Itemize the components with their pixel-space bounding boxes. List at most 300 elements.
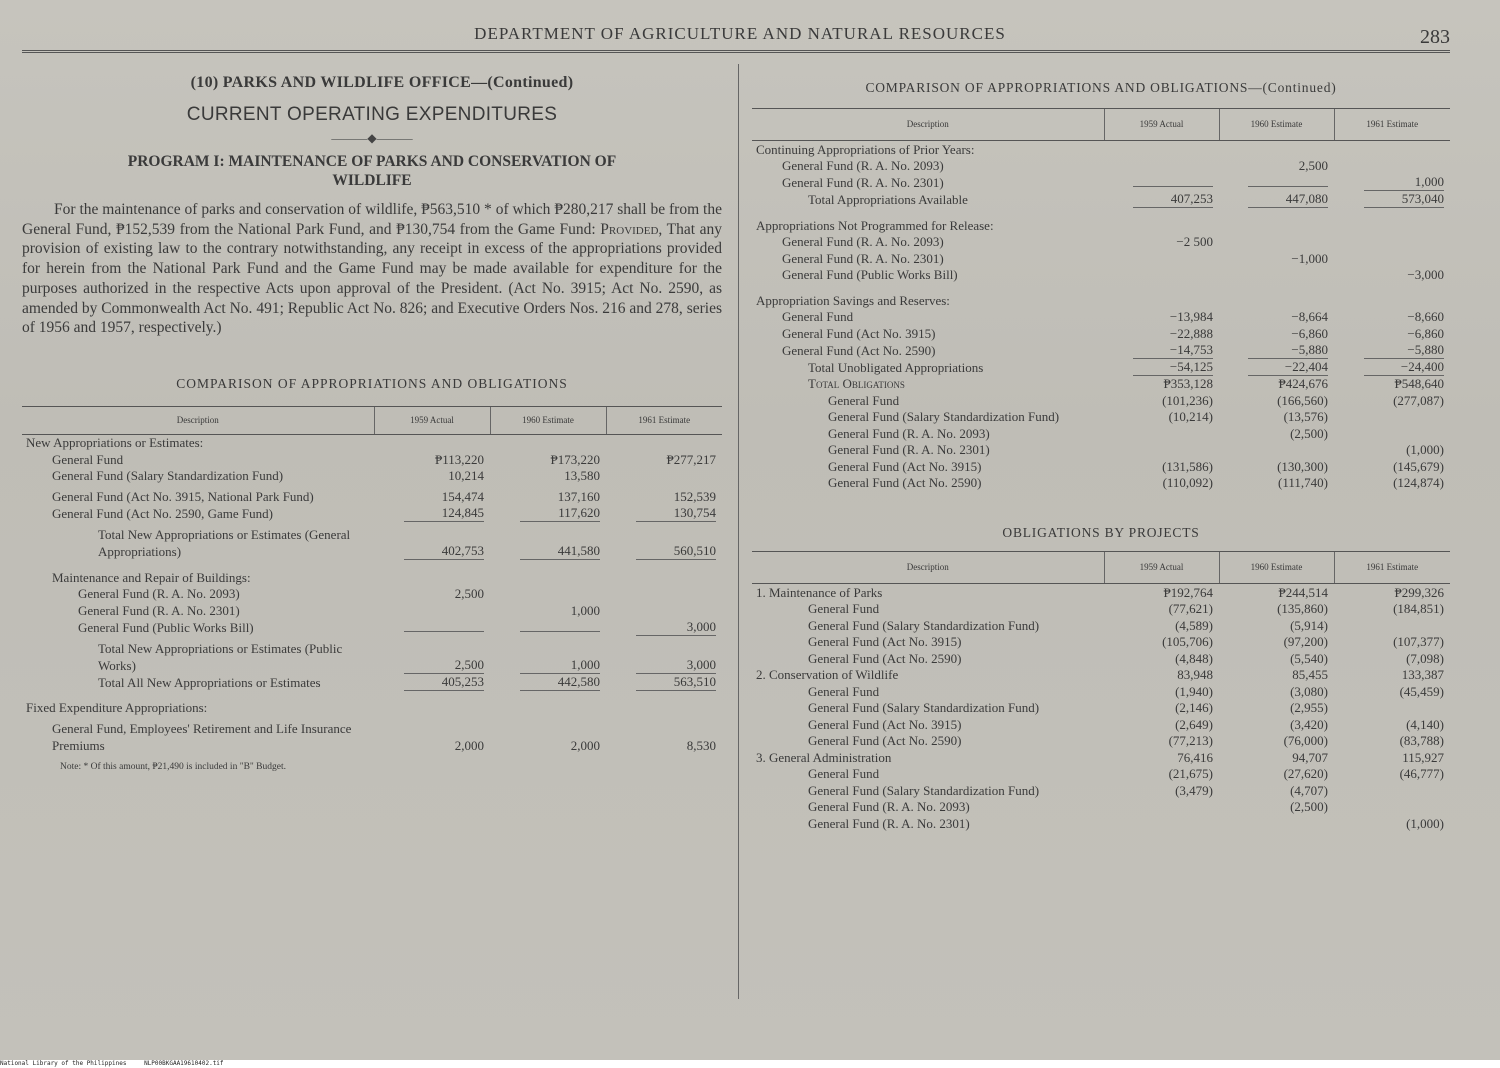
value-1961 [1334, 191, 1450, 208]
row-description [752, 799, 1104, 816]
section-heading-row [752, 141, 1450, 158]
value-text: 83,948 [1177, 667, 1213, 682]
value-1959 [1104, 617, 1219, 634]
table-row [752, 700, 1450, 717]
table-row [22, 674, 722, 691]
value-text: (2,146) [1175, 700, 1213, 715]
table-row [752, 342, 1450, 359]
value-text: −6,860 [1291, 325, 1328, 341]
appropriations-table-body [22, 434, 722, 754]
table-row [22, 619, 722, 636]
row-description [752, 667, 1104, 684]
description-text: Maintenance and Repair of Buildings: [52, 569, 251, 585]
value-text: (111,740) [1278, 475, 1328, 490]
projects-table-title: OBLIGATIONS BY PROJECTS [1002, 525, 1200, 540]
value-text: (4,140) [1406, 716, 1444, 732]
value-1959 [374, 619, 490, 636]
section-heading-row [752, 217, 1450, 234]
table-row [752, 782, 1450, 799]
table-row [752, 667, 1450, 684]
value-1960 [1219, 749, 1334, 766]
appropriations-continued-body [752, 141, 1450, 492]
description-text: Appropriation Savings and Reserves: [756, 292, 950, 308]
description-text: General Fund (Salary Standardization Fund) [808, 782, 1040, 798]
value-1959 [374, 586, 490, 603]
value-1960 [1219, 716, 1334, 733]
proviso-word: Provided, [600, 220, 663, 238]
table-row [752, 250, 1450, 267]
value-text: (4,848) [1175, 650, 1213, 666]
row-description [752, 815, 1104, 832]
value-1959 [1104, 799, 1219, 816]
description-text: Total Appropriations Available [808, 192, 968, 207]
table-row [752, 716, 1450, 733]
description-text: Total Unobligated Appropriations [808, 359, 984, 375]
value-1959 [1104, 342, 1219, 359]
description-text: General Fund (Public Works Bill) [78, 619, 254, 635]
value-text: −8,664 [1291, 309, 1328, 324]
table-row [22, 468, 722, 485]
description-text: New Appropriations or Estimates: [26, 435, 204, 451]
value-1960 [1219, 650, 1334, 667]
value-text: (105,706) [1162, 634, 1213, 649]
value-text: 152,539 [673, 489, 716, 505]
value-text: ₱192,764 [1163, 584, 1213, 600]
value-1961 [1334, 799, 1450, 816]
table-row [752, 325, 1450, 342]
value-1960 [1219, 325, 1334, 342]
appropriations-continued-table [752, 108, 1450, 491]
value-1961 [1334, 458, 1450, 475]
table-row [752, 815, 1450, 832]
description-text: General Fund (R. A. No. 2093) [808, 799, 970, 814]
table-row [22, 586, 722, 603]
row-description [752, 234, 1104, 251]
table-row [22, 602, 722, 619]
description-text: Appropriations Not Programmed for Release: [756, 217, 994, 233]
value-1959 [1104, 250, 1219, 267]
table-row [22, 451, 722, 468]
value-text: ₱548,640 [1394, 376, 1444, 391]
value-1961 [1334, 267, 1450, 284]
description-text: General Fund, Employees' Retirement and Life Insurance Premiums [52, 721, 352, 754]
current-expenditures-title: CURRENT OPERATING EXPENDITURES [186, 104, 558, 125]
value-text: −22,404 [1248, 359, 1328, 376]
value-1961 [1334, 667, 1450, 684]
description-text: 3. General Administration [756, 749, 892, 765]
value-1961 [606, 619, 722, 636]
value-1960 [1219, 601, 1334, 618]
value-1960 [1219, 359, 1334, 376]
description-text: General Fund (Salary Standardization Fund) [808, 700, 1040, 715]
value-text: ₱424,676 [1278, 376, 1328, 391]
value-1960 [1219, 158, 1334, 175]
table-row [752, 158, 1450, 175]
table-row [752, 601, 1450, 618]
spacer-row [22, 560, 722, 569]
table-row [752, 733, 1450, 750]
value-1960 [490, 619, 606, 636]
header-1960: 1960 Estimate [1219, 109, 1334, 141]
value-1960 [1219, 617, 1334, 634]
value-text: (166,560) [1277, 392, 1328, 408]
table-row [752, 191, 1450, 208]
value-text: (3,420) [1290, 716, 1328, 732]
value-text: (2,955) [1290, 700, 1328, 715]
value-text: (101,236) [1162, 392, 1213, 408]
obligations-by-projects-body [752, 584, 1450, 832]
value-1959 [374, 505, 490, 522]
table-row [752, 392, 1450, 409]
row-description [752, 217, 1104, 234]
value-text: (46,777) [1399, 766, 1444, 781]
appropriation-paragraph [22, 200, 722, 338]
description-text: General Fund (Act No. 3915) [782, 325, 936, 341]
row-description [752, 683, 1104, 700]
value-text: (10,214) [1168, 409, 1213, 424]
value-text: (3,080) [1290, 683, 1328, 699]
section-title: (10) PARKS AND WILDLIFE OFFICE—(Continued) [190, 74, 574, 91]
value-1961 [606, 674, 722, 691]
value-text: 2,500 [404, 657, 484, 674]
value-text: 8,530 [686, 738, 716, 754]
right-table-title: COMPARISON OF APPROPRIATIONS AND OBLIGATIONS—(Continued) [865, 80, 1337, 95]
row-description [752, 601, 1104, 618]
library-credit: National Library of the Philippines [0, 1060, 127, 1067]
value-text: 405,253 [404, 674, 484, 691]
obligations-by-projects-table [752, 551, 1450, 832]
value-text: 1,000 [1364, 174, 1444, 191]
value-1960 [490, 522, 606, 560]
row-description [22, 700, 374, 717]
header-1961: 1961 Estimate [1334, 109, 1450, 141]
value-1961 [1334, 782, 1450, 799]
value-1961 [1334, 716, 1450, 733]
value-1961 [1334, 250, 1450, 267]
value-1961 [1334, 475, 1450, 492]
value-text: ₱113,220 [435, 451, 484, 467]
value-1960 [490, 602, 606, 619]
value-1959 [374, 484, 490, 505]
description-text: General Fund [52, 451, 124, 467]
value-text [1133, 186, 1213, 187]
description-text: General Fund (Act No. 2590) [828, 475, 982, 490]
value-text: −8,660 [1407, 309, 1444, 324]
table-row [752, 617, 1450, 634]
description-text: General Fund (R. A. No. 2301) [782, 175, 944, 190]
row-description [752, 158, 1104, 175]
description-text: 2. Conservation of Wildlife [756, 667, 899, 682]
value-1961 [1334, 174, 1450, 191]
table-row [752, 799, 1450, 816]
table-row [752, 174, 1450, 191]
value-text: −5,880 [1248, 342, 1328, 359]
value-1960 [1219, 425, 1334, 442]
description-text: Total Obligations [808, 376, 905, 391]
value-1960 [1219, 409, 1334, 426]
row-description [752, 174, 1104, 191]
value-1959 [374, 434, 490, 451]
value-1961 [1334, 650, 1450, 667]
value-text: 133,387 [1401, 667, 1444, 682]
value-1960 [1219, 376, 1334, 393]
value-text: 130,754 [636, 505, 716, 522]
value-1961 [606, 586, 722, 603]
value-1959 [1104, 815, 1219, 832]
appropriations-table [22, 406, 722, 755]
header-rule [22, 50, 1450, 56]
value-1960 [490, 569, 606, 586]
value-text: 10,214 [448, 468, 484, 484]
value-text: 563,510 [636, 674, 716, 691]
value-1961 [1334, 217, 1450, 234]
value-text: 447,080 [1248, 191, 1328, 208]
row-description [752, 700, 1104, 717]
value-1961 [1334, 584, 1450, 601]
row-description [752, 292, 1104, 309]
value-1959 [1104, 392, 1219, 409]
row-description [22, 716, 374, 754]
table-row [752, 650, 1450, 667]
table-row [752, 309, 1450, 326]
value-text: 2,000 [454, 738, 484, 754]
value-1961 [606, 451, 722, 468]
row-description [752, 617, 1104, 634]
value-text: 560,510 [636, 543, 716, 560]
table-row [22, 505, 722, 522]
value-text: 137,160 [557, 489, 600, 505]
scan-footer [0, 1060, 1500, 1068]
row-description [752, 782, 1104, 799]
value-text: (13,576) [1283, 409, 1328, 424]
header-1959: 1959 Actual [1104, 552, 1219, 584]
value-text: (4,589) [1175, 617, 1213, 633]
value-1959 [1104, 458, 1219, 475]
table-row [752, 267, 1450, 284]
value-1960 [1219, 683, 1334, 700]
ornament-divider: ———◆——— [331, 131, 413, 145]
value-1959 [1104, 359, 1219, 376]
value-text: 442,580 [520, 674, 600, 691]
description-text: Fixed Expenditure Appropriations: [26, 700, 208, 716]
value-text: (277,087) [1393, 392, 1444, 408]
value-text: −6,860 [1407, 325, 1444, 341]
value-1959 [374, 569, 490, 586]
value-text: (1,000) [1406, 442, 1444, 457]
paragraph-part-1: For the maintenance of parks and conservation of wildlife, ₱563,510 * of which ₱280,217 shall be from the General Fund, ₱152,539 from the National Park Fund, and ₱130,754 from the Game Fund: [22, 201, 722, 238]
description-text: 1. Maintenance of Parks [756, 584, 883, 600]
header-description: Description [22, 406, 374, 434]
value-text: 94,707 [1292, 749, 1328, 765]
value-1959 [1104, 376, 1219, 393]
value-text: 13,580 [564, 468, 600, 484]
header-1959: 1959 Actual [1104, 109, 1219, 141]
value-1961 [1334, 234, 1450, 251]
value-text: −22,888 [1169, 325, 1213, 341]
value-1960 [1219, 584, 1334, 601]
row-description [22, 505, 374, 522]
value-text: 402,753 [404, 543, 484, 560]
table-row [752, 634, 1450, 651]
row-description [22, 636, 374, 674]
value-1959 [1104, 191, 1219, 208]
value-text: (5,540) [1290, 650, 1328, 666]
value-1959 [1104, 683, 1219, 700]
value-1961 [606, 468, 722, 485]
value-1959 [374, 451, 490, 468]
value-1960 [1219, 292, 1334, 309]
value-1961 [606, 522, 722, 560]
value-text: −54,125 [1133, 359, 1213, 376]
description-text: General Fund (Act No. 2590, Game Fund) [52, 506, 273, 522]
header-description: Description [752, 552, 1104, 584]
description-text: General Fund (Act No. 3915) [808, 716, 962, 732]
value-1961 [606, 505, 722, 522]
value-text: ₱173,220 [550, 451, 600, 467]
row-description [752, 716, 1104, 733]
value-text: ₱353,128 [1163, 376, 1213, 391]
value-text: −14,753 [1133, 342, 1213, 359]
value-text: (2,500) [1290, 799, 1328, 814]
value-1961 [1334, 700, 1450, 717]
description-text: Total New Appropriations or Estimates (Public Works) [98, 640, 343, 673]
row-description [752, 250, 1104, 267]
value-1959 [1104, 667, 1219, 684]
value-1961 [1334, 158, 1450, 175]
value-1959 [1104, 700, 1219, 717]
value-text [404, 631, 484, 632]
description-text: General Fund (R. A. No. 2301) [78, 602, 240, 618]
description-text: Total All New Appropriations or Estimates [98, 674, 321, 690]
table-row [752, 458, 1450, 475]
row-description [22, 586, 374, 603]
row-description [22, 569, 374, 586]
table-row [22, 484, 722, 505]
value-text: ₱244,514 [1278, 584, 1328, 600]
value-1961 [1334, 409, 1450, 426]
header-1959: 1959 Actual [374, 406, 490, 434]
table-row [752, 234, 1450, 251]
value-1959 [1104, 267, 1219, 284]
left-column [22, 70, 722, 772]
value-1961 [1334, 442, 1450, 459]
table-row [752, 442, 1450, 459]
table-row [22, 636, 722, 674]
value-1960 [1219, 634, 1334, 651]
paragraph-part-2: That any provision of existing law to the contrary notwithstanding, any receipt in excess of the appropriations provided for herein from the National Park Fund and the Game Fund may be made available for expenditure for the purposes authorized in the respective Acts upon approval of the President. (Act No. 3915; Act No. 2590, as amended by Commonwealth Act No. 491; Republic Act No. 826; and Executive Orders Nos. 216 and 278, series of 1956 and 1957, respectively.) [22, 220, 722, 337]
value-1960 [490, 674, 606, 691]
row-description [22, 619, 374, 636]
description-text: General Fund (R. A. No. 2093) [782, 234, 944, 249]
row-description [22, 674, 374, 691]
table-row [752, 359, 1450, 376]
value-1960 [1219, 815, 1334, 832]
value-1960 [490, 716, 606, 754]
row-description [752, 342, 1104, 359]
value-1960 [1219, 667, 1334, 684]
row-description [752, 766, 1104, 783]
value-1959 [1104, 733, 1219, 750]
value-1961 [606, 716, 722, 754]
row-description [22, 468, 374, 485]
value-1961 [1334, 392, 1450, 409]
value-1959 [374, 636, 490, 674]
description-text: General Fund (R. A. No. 2301) [828, 442, 990, 457]
value-text: 1,000 [520, 657, 600, 674]
description-text: General Fund (Act No. 2590) [782, 342, 936, 358]
value-text: (1,940) [1175, 683, 1213, 699]
value-1961 [1334, 325, 1450, 342]
value-1959 [1104, 584, 1219, 601]
value-1959 [1104, 425, 1219, 442]
description-text: General Fund [828, 392, 900, 408]
value-text: (131,586) [1162, 458, 1213, 474]
value-1959 [1104, 325, 1219, 342]
value-text: (107,377) [1393, 634, 1444, 649]
row-description [752, 650, 1104, 667]
value-1960 [1219, 217, 1334, 234]
value-text: 2,500 [454, 586, 484, 602]
value-1960 [490, 586, 606, 603]
value-1959 [374, 716, 490, 754]
value-1961 [1334, 376, 1450, 393]
value-1959 [1104, 475, 1219, 492]
value-1961 [1334, 309, 1450, 326]
value-text: (130,300) [1277, 458, 1328, 474]
value-1959 [374, 700, 490, 717]
value-1959 [1104, 158, 1219, 175]
value-1960 [490, 505, 606, 522]
value-1960 [1219, 442, 1334, 459]
value-text: (76,000) [1283, 733, 1328, 748]
value-text: −24,400 [1364, 359, 1444, 376]
description-text: Continuing Appropriations of Prior Years: [756, 141, 975, 157]
value-text: (2,649) [1175, 716, 1213, 732]
table-row [752, 683, 1450, 700]
description-text: General Fund (R. A. No. 2093) [782, 158, 944, 173]
value-text: (184,851) [1393, 601, 1444, 616]
description-text: General Fund (Salary Standardization Fund) [808, 617, 1040, 633]
footnote: Note: * Of this amount, ₱21,490 is included in "B" Budget. [60, 762, 286, 773]
value-1960 [1219, 782, 1334, 799]
value-text: 441,580 [520, 543, 600, 560]
value-1959 [374, 468, 490, 485]
value-text: ₱299,326 [1394, 584, 1444, 600]
value-text: (124,874) [1393, 475, 1444, 490]
value-text: 115,927 [1402, 749, 1444, 765]
value-1960 [1219, 458, 1334, 475]
row-description [752, 749, 1104, 766]
description-text: General Fund (R. A. No. 2093) [78, 586, 240, 602]
row-description [752, 392, 1104, 409]
value-1959 [1104, 749, 1219, 766]
left-table-title: COMPARISON OF APPROPRIATIONS AND OBLIGATIONS [176, 375, 568, 391]
description-text: General Fund (Salary Standardization Fund) [828, 409, 1060, 424]
value-1959 [374, 602, 490, 619]
row-description [752, 442, 1104, 459]
description-text: General Fund [782, 309, 854, 324]
table-row [752, 749, 1450, 766]
page-number: 283 [1420, 26, 1450, 48]
value-1959 [374, 674, 490, 691]
value-text: (110,092) [1162, 475, 1213, 490]
row-description [752, 267, 1104, 284]
value-text: 1,000 [570, 602, 600, 618]
row-description [752, 458, 1104, 475]
value-text: −3,000 [1407, 267, 1444, 282]
row-description [22, 434, 374, 451]
value-1961 [1334, 425, 1450, 442]
